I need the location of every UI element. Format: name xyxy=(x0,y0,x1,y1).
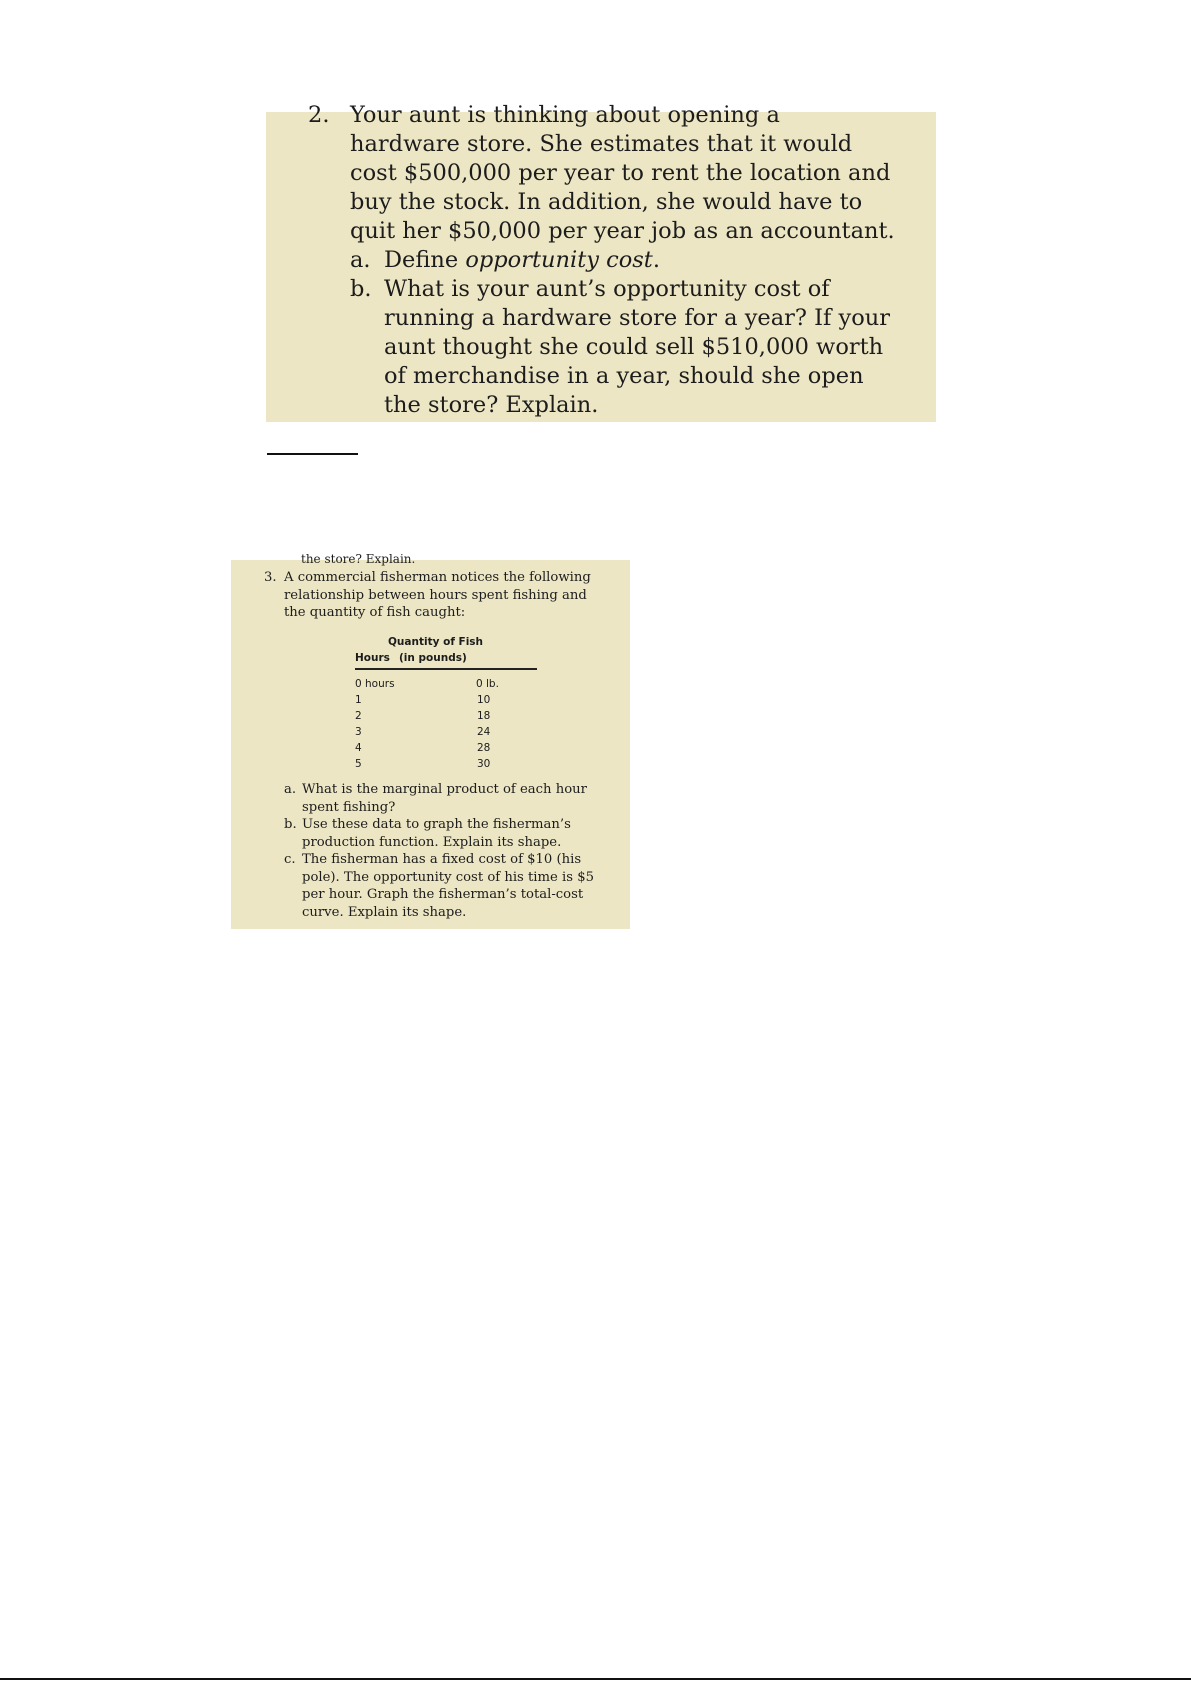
table-cell-hours: 0 hours xyxy=(355,678,395,690)
cutoff-text: the store? Explain. xyxy=(301,552,416,566)
question-line: quit her $50,000 per year job as an accountant. xyxy=(350,218,895,244)
question-number: 2. xyxy=(308,102,330,128)
table-cell-hours: 5 xyxy=(355,758,362,770)
fish-table xyxy=(231,560,630,790)
header-qty-line2: (in pounds) xyxy=(399,652,467,664)
table-cell-hours: 2 xyxy=(355,710,362,722)
part-b-label: b. xyxy=(284,817,297,832)
header-qty-line1: Quantity of Fish xyxy=(388,636,484,648)
part-a-line: spent fishing? xyxy=(302,799,396,815)
underline-mark xyxy=(267,453,358,455)
question-line: cost $500,000 per year to rent the location and xyxy=(350,160,891,186)
part-a-label: a. xyxy=(284,782,297,797)
question-line: the quantity of fish caught: xyxy=(284,605,466,620)
part-b-line: running a hardware store for a year? If your xyxy=(384,305,890,331)
footer-rule xyxy=(0,1678,1191,1680)
table-header-rule xyxy=(355,668,537,670)
part-b-line: of merchandise in a year, should she open xyxy=(384,363,864,389)
question-2-image xyxy=(266,102,936,422)
part-b-line: production function. Explain its shape. xyxy=(302,834,562,850)
part-c-line: pole). The opportunity cost of his time is $5 xyxy=(302,869,594,885)
term-opportunity-cost: opportunity cost xyxy=(465,247,653,273)
part-b-line: the store? Explain. xyxy=(384,392,599,418)
part-c-line: The fisherman has a fixed cost of $10 (his xyxy=(302,852,582,867)
part-a-label: a. xyxy=(350,247,371,273)
question-line: hardware store. She estimates that it would xyxy=(350,131,853,157)
table-cell-qty: 0 lb. xyxy=(476,678,499,690)
part-b-line: Use these data to graph the fisherman’s xyxy=(302,817,571,832)
part-c-line: curve. Explain its shape. xyxy=(302,904,467,920)
table-cell-qty: 30 xyxy=(477,758,491,770)
header-hours: Hours xyxy=(355,652,390,664)
question-number: 3. xyxy=(264,570,277,585)
part-b-line: aunt thought she could sell $510,000 worth xyxy=(384,334,884,360)
question-line: A commercial fisherman notices the following xyxy=(284,570,591,585)
table-cell-hours: 1 xyxy=(355,694,362,706)
part-a-text: Define opportunity cost. xyxy=(384,247,660,273)
question-line: relationship between hours spent fishing and xyxy=(284,587,587,603)
part-b-line: What is your aunt’s opportunity cost of xyxy=(384,276,830,302)
question-line: buy the stock. In addition, she would have to xyxy=(350,189,863,215)
part-a-line: What is the marginal product of each hour xyxy=(302,782,587,797)
table-cell-qty: 28 xyxy=(477,742,491,754)
part-b-label: b. xyxy=(350,276,372,302)
table-cell-hours: 3 xyxy=(355,726,362,738)
table-cell-qty: 24 xyxy=(477,726,491,738)
part-c-label: c. xyxy=(284,852,296,867)
question-3-image xyxy=(231,552,630,929)
table-cell-qty: 10 xyxy=(477,694,491,706)
table-cell-hours: 4 xyxy=(355,742,362,754)
table-cell-qty: 18 xyxy=(477,710,491,722)
part-c-line: per hour. Graph the fisherman’s total-cost xyxy=(302,887,584,902)
question-line: Your aunt is thinking about opening a xyxy=(350,102,780,128)
